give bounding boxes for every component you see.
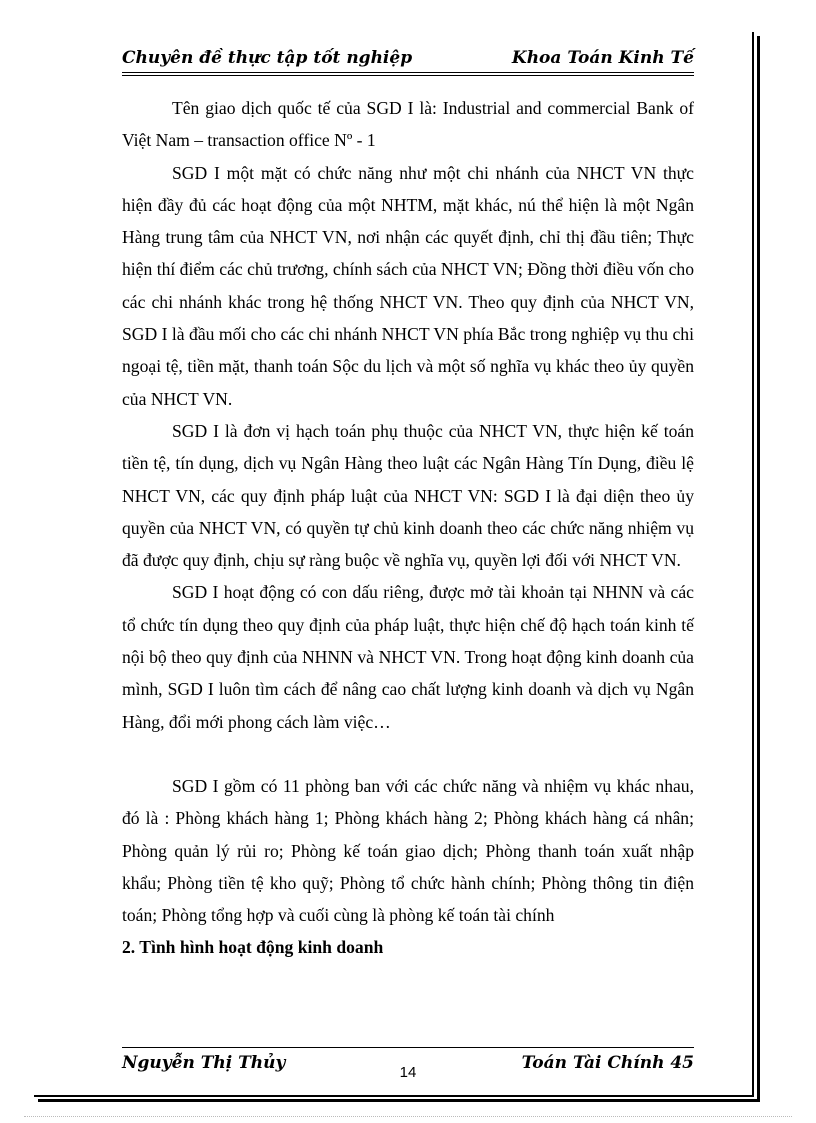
header-left-title: Chuyên đề thực tập tốt nghiệp	[122, 48, 413, 68]
page-number: 14	[399, 1064, 417, 1081]
header-rule	[122, 72, 694, 73]
paragraph-departments: SGD I gồm có 11 phòng ban với các chức năng và nhiệm vụ khác nhau, đó là : Phòng khách hàng 1; Phòng khách hàng 2; Phòng khách hàng cá nhân; Phòng quản lý rủi ro; Phòng kế toán giao dịch; Phòng thanh toán xuất nhập khẩu; Phòng tiền tệ kho quỹ; Phòng tổ chức hành chính; Phòng thông tin điện toán; Phòng tổng hợp và cuối cùng là phòng kế toán tài chính	[122, 775, 694, 926]
header-right-title: Khoa Toán Kinh Tế	[511, 48, 694, 68]
body-text	[122, 92, 694, 964]
footer-rule	[122, 1047, 694, 1048]
page-border-right	[752, 32, 754, 1095]
page-border-bottom	[34, 1095, 754, 1097]
paragraph-spacer	[122, 738, 694, 770]
page-border-bottom-outer	[38, 1099, 760, 1102]
paragraph-accounting-unit: SGD I là đơn vị hạch toán phụ thuộc của NHCT VN, thực hiện kế toán tiền tệ, tín dụng, dịch vụ Ngân Hàng theo luật các Ngân Hàng Tín Dụng, điều lệ NHCT VN, các quy định pháp luật của NHCT VN: SGD I là đại diện theo ủy quyền của NHCT VN, có quyền tự chủ kinh doanh theo các chức năng nhiệm vụ đã được quy định, chịu sự ràng buộc về nghĩa vụ, quyền lợi đối với NHCT VN.	[122, 420, 694, 571]
footer-author: Nguyễn Thị Thủy	[122, 1053, 286, 1073]
paragraph-functions: SGD I một mặt có chức năng như một chi nhánh của NHCT VN thực hiện đầy đủ các hoạt động của một NHTM, mặt khác, nú thể hiện là một Ngân Hàng trung tâm của NHCT VN, nơi nhận các quyết định, chỉ thị đầu tiên; Thực hiện thí điểm các chủ trương, chính sách của NHCT VN; Đồng thời điều vốn cho các chi nhánh khác trong hệ thống NHCT VN. Theo quy định của NHCT VN, SGD I là đầu mối cho các chi nhánh NHCT VN phía Bắc trong nghiệp vụ thu chi ngoại tệ, tiền mặt, thanh toán Sộc du lịch và một số nghĩa vụ khác theo ủy quyền của NHCT VN.	[122, 162, 694, 409]
page-edge-dotted-line	[24, 1116, 792, 1117]
paragraph-operations: SGD I hoạt động có con dấu riêng, được mở tài khoản tại NHNN và các tổ chức tín dụng theo quy định của pháp luật, thực hiện chế độ hạch toán kinh tế nội bộ theo quy định của NHNN và NHCT VN. Trong hoạt động kinh doanh của mình, SGD I luôn tìm cách để nâng cao chất lượng kinh doanh và dịch vụ Ngân Hàng, đổi mới phong cách làm việc…	[122, 582, 694, 732]
page-header	[122, 48, 694, 74]
footer-class: Toán Tài Chính 45	[521, 1053, 694, 1073]
paragraph-transaction-name: Tên giao dịch quốc tế của SGD I là: Industrial and commercial Bank of Việt Nam – transaction office Nº - 1	[122, 98, 694, 151]
section-heading: 2. Tình hình hoạt động kinh doanh	[122, 937, 384, 958]
page-border-right-outer	[757, 36, 760, 1099]
header-rule-second	[122, 75, 694, 76]
